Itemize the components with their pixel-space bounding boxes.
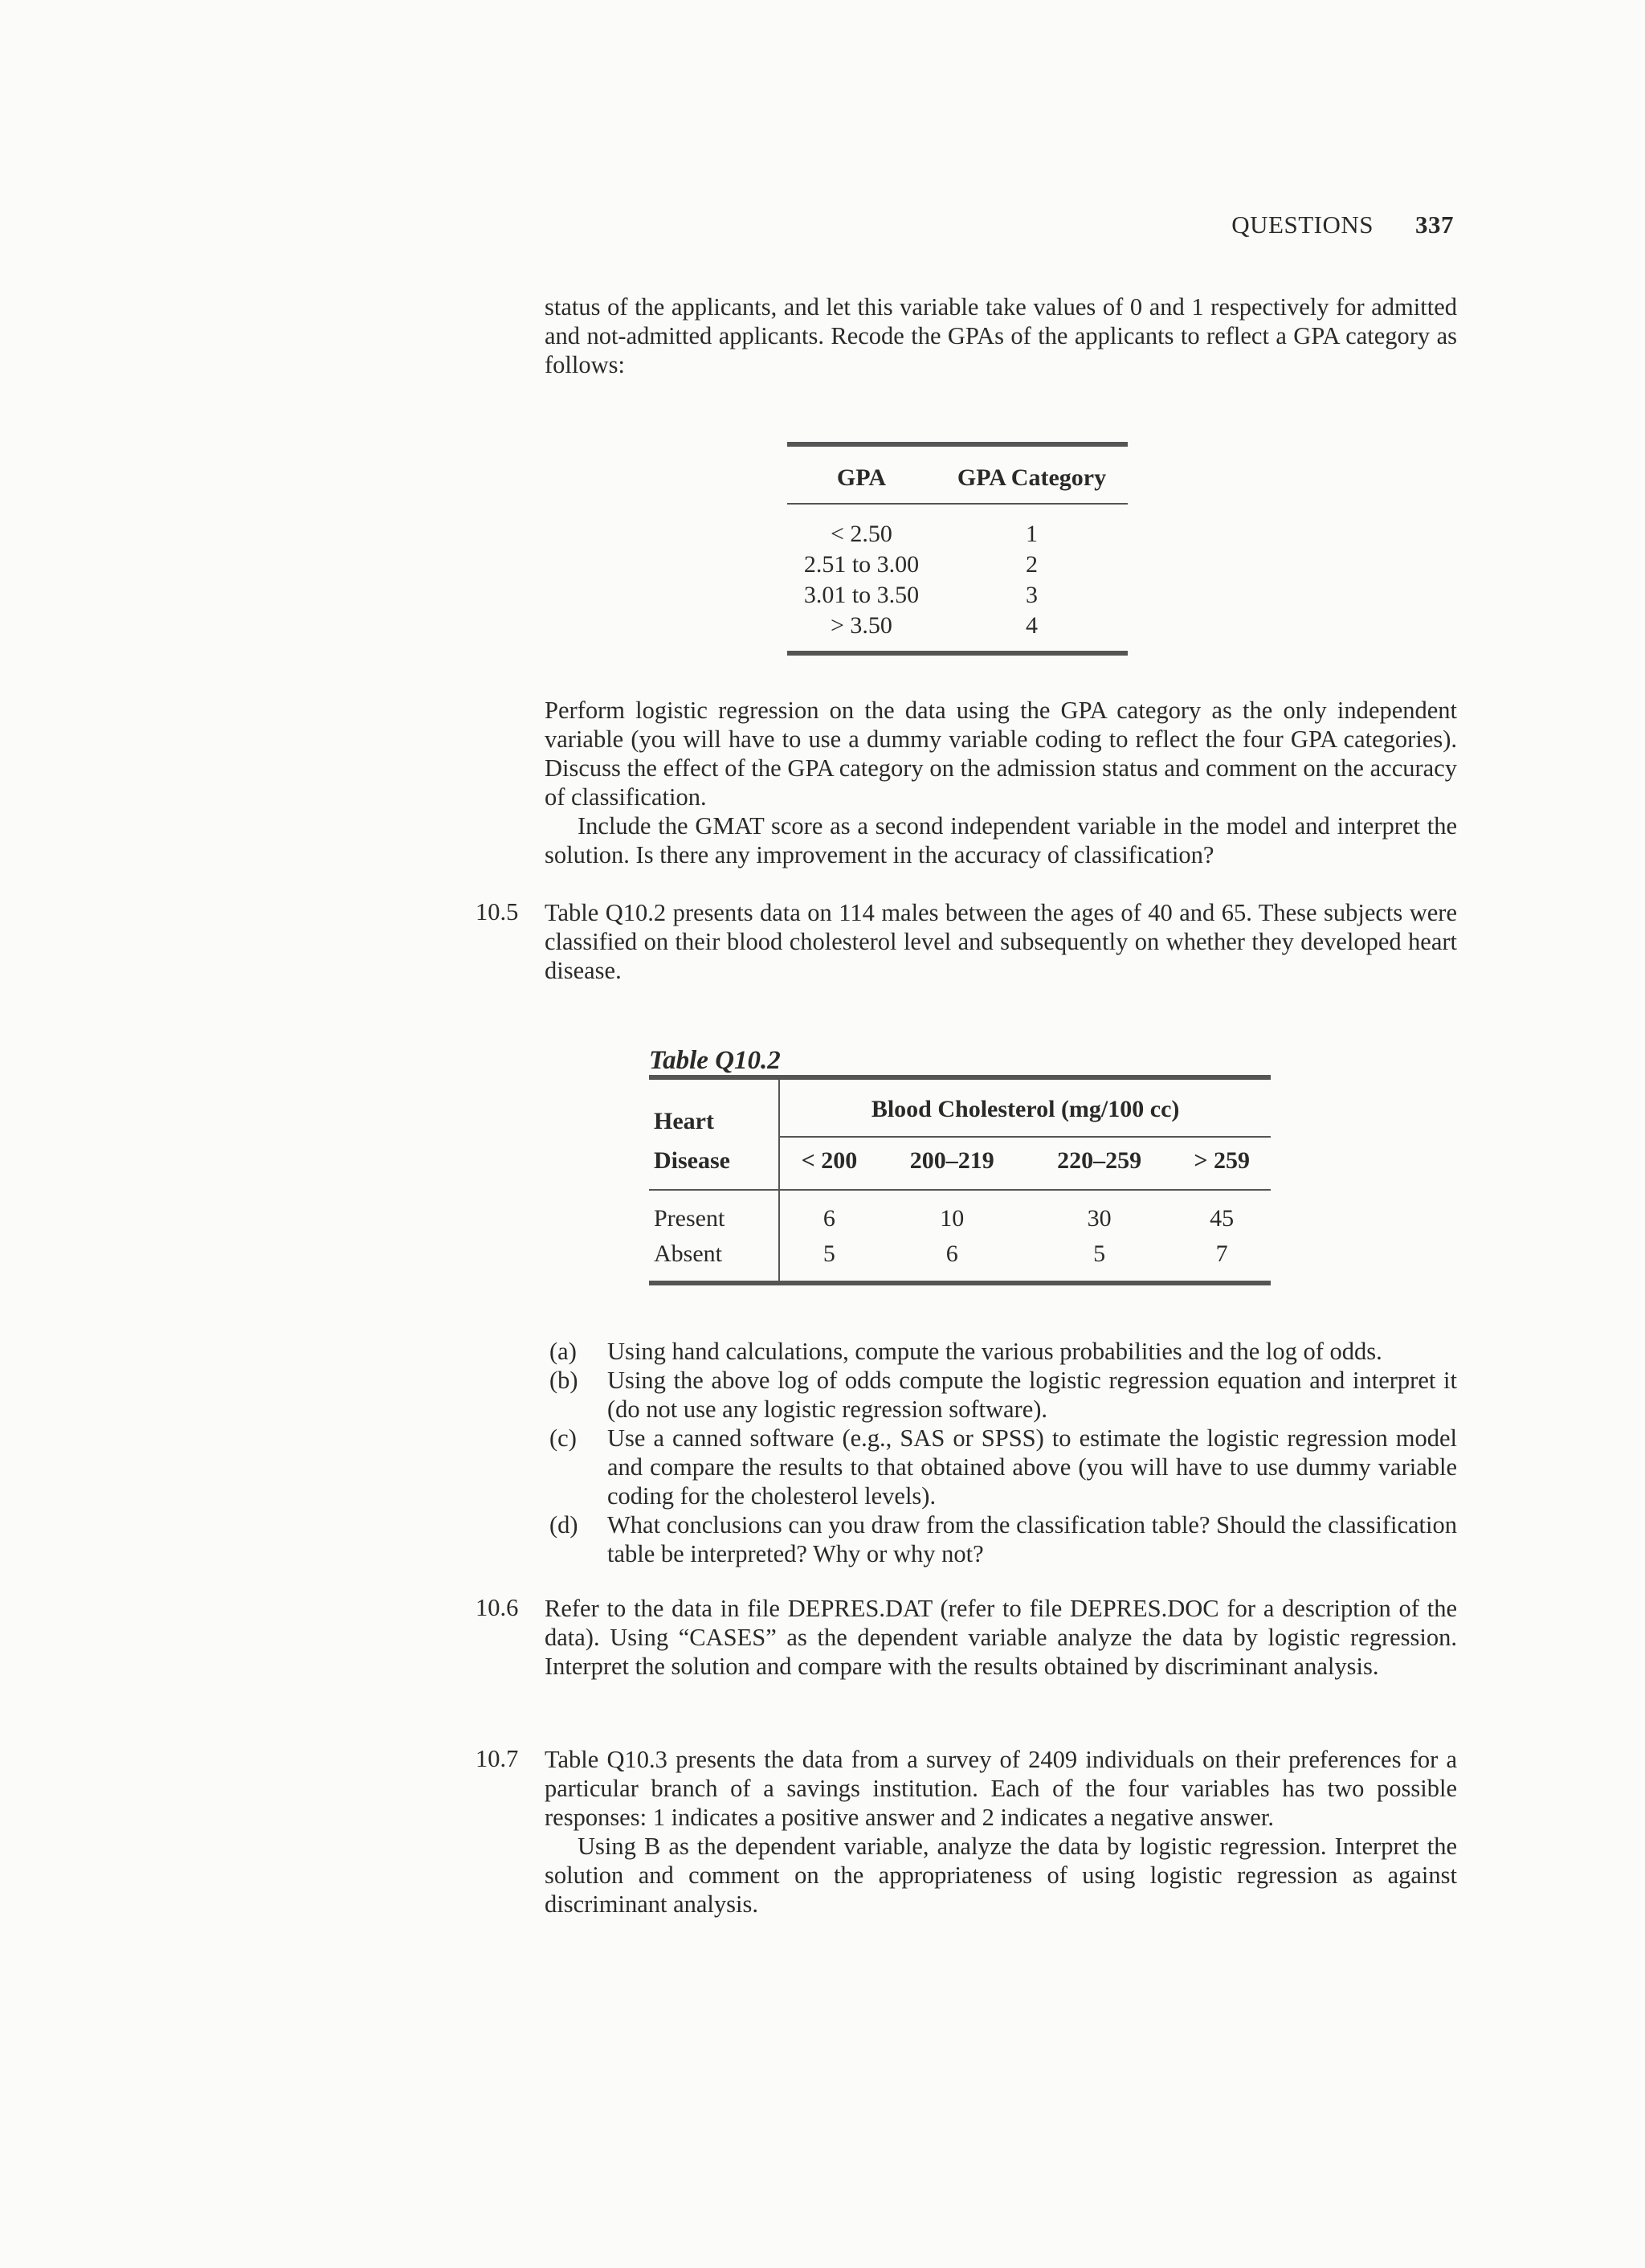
gpa-category-header: GPA Category [936, 444, 1128, 504]
question-10-7: Table Q10.3 presents the data from a survey of 2409 individuals on their preferences for a particular branch of a savings institution. Each of the four variables has two possible responses: 1 indicates a positive answer and 2 indicates a negative answer. Using B as the dependent variable, analyze the data by logistic regression. Interpret the solution and comment on the appropriateness of using logistic regression as against discriminant analysis. [545, 1746, 1457, 1918]
table-row: < 2.50 1 [831, 521, 1038, 547]
spanning-header: Blood Cholesterol (mg/100 cc) [779, 1080, 1271, 1137]
row-header: Heart [649, 1080, 779, 1137]
column-header: > 259 [1173, 1137, 1271, 1190]
question-number: 10.6 [476, 1594, 519, 1621]
section-title: QUESTIONS [1231, 210, 1374, 239]
running-header [1231, 210, 1454, 239]
question-number: 10.5 [476, 898, 519, 926]
table-caption: Table Q10.2 [649, 1046, 781, 1075]
paragraph: Perform logistic regression on the data using the GPA category as the only independent variable (you will have to use a dummy variable coding to reflect the four GPA categories). Discuss the effect of the GPA category on the admission status and comment on the accuracy of classification. [545, 697, 1457, 811]
table-row: 2.51 to 3.00 2 [803, 551, 1038, 578]
page-number: 337 [1415, 210, 1454, 239]
table-row: Absent 5 6 5 7 [649, 1236, 1271, 1283]
question-10-5: Table Q10.2 presents data on 114 males between the ages of 40 and 65. These subjects were classified on their blood cholesterol level and subsequently on whether they developed heart disease. [545, 899, 1457, 984]
column-header: < 200 [779, 1137, 878, 1190]
question-10-6: Refer to the data in file DEPRES.DAT (refer to file DEPRES.DOC for a description of the data). Using “CASES” as the dependent variable analyze the data by logistic regression. Interpret the solution and compare with the results obtained by discriminant analysis. [545, 1595, 1457, 1680]
question-number: 10.7 [476, 1745, 519, 1772]
intro-paragraph: status of the applicants, and let this variable take values of 0 and 1 respectively for admitted and not-admitted applicants. Recode the GPAs of the applicants to reflect a GPA category as follows: [545, 293, 1457, 378]
list-item: (c) Use a canned software (e.g., SAS or SPSS) to estimate the logistic regression model and compare the results to that obtained above (you will have to use dummy variable coding for the cholesterol levels). [549, 1424, 1457, 1510]
list-item: (d) What conclusions can you draw from the classification table? Should the classification table be interpreted? Why or why not? [549, 1511, 1457, 1567]
paragraph: Include the GMAT score as a second independent variable in the model and interpret the solution. Is there any improvement in the accuracy of classification? [545, 812, 1457, 868]
heart-disease-table [649, 1075, 1271, 1285]
list-item: (a) Using hand calculations, compute the various probabilities and the log of odds. [549, 1338, 1382, 1365]
row-header: Disease [649, 1137, 779, 1190]
gpa-header: GPA [787, 444, 936, 504]
column-header: 200–219 [879, 1137, 1026, 1190]
list-item: (b) Using the above log of odds compute the logistic regression equation and interpret it (do not use any logistic regression software). [549, 1367, 1457, 1423]
subquestion-list [545, 1337, 1457, 1568]
column-header: 220–259 [1026, 1137, 1173, 1190]
table-row: Present 6 10 30 45 [649, 1190, 1271, 1236]
gpa-category-table [787, 442, 1128, 656]
logistic-paragraphs [545, 696, 1457, 869]
table-row: > 3.50 4 [787, 611, 1128, 653]
table-row: 3.01 to 3.50 3 [803, 582, 1038, 608]
